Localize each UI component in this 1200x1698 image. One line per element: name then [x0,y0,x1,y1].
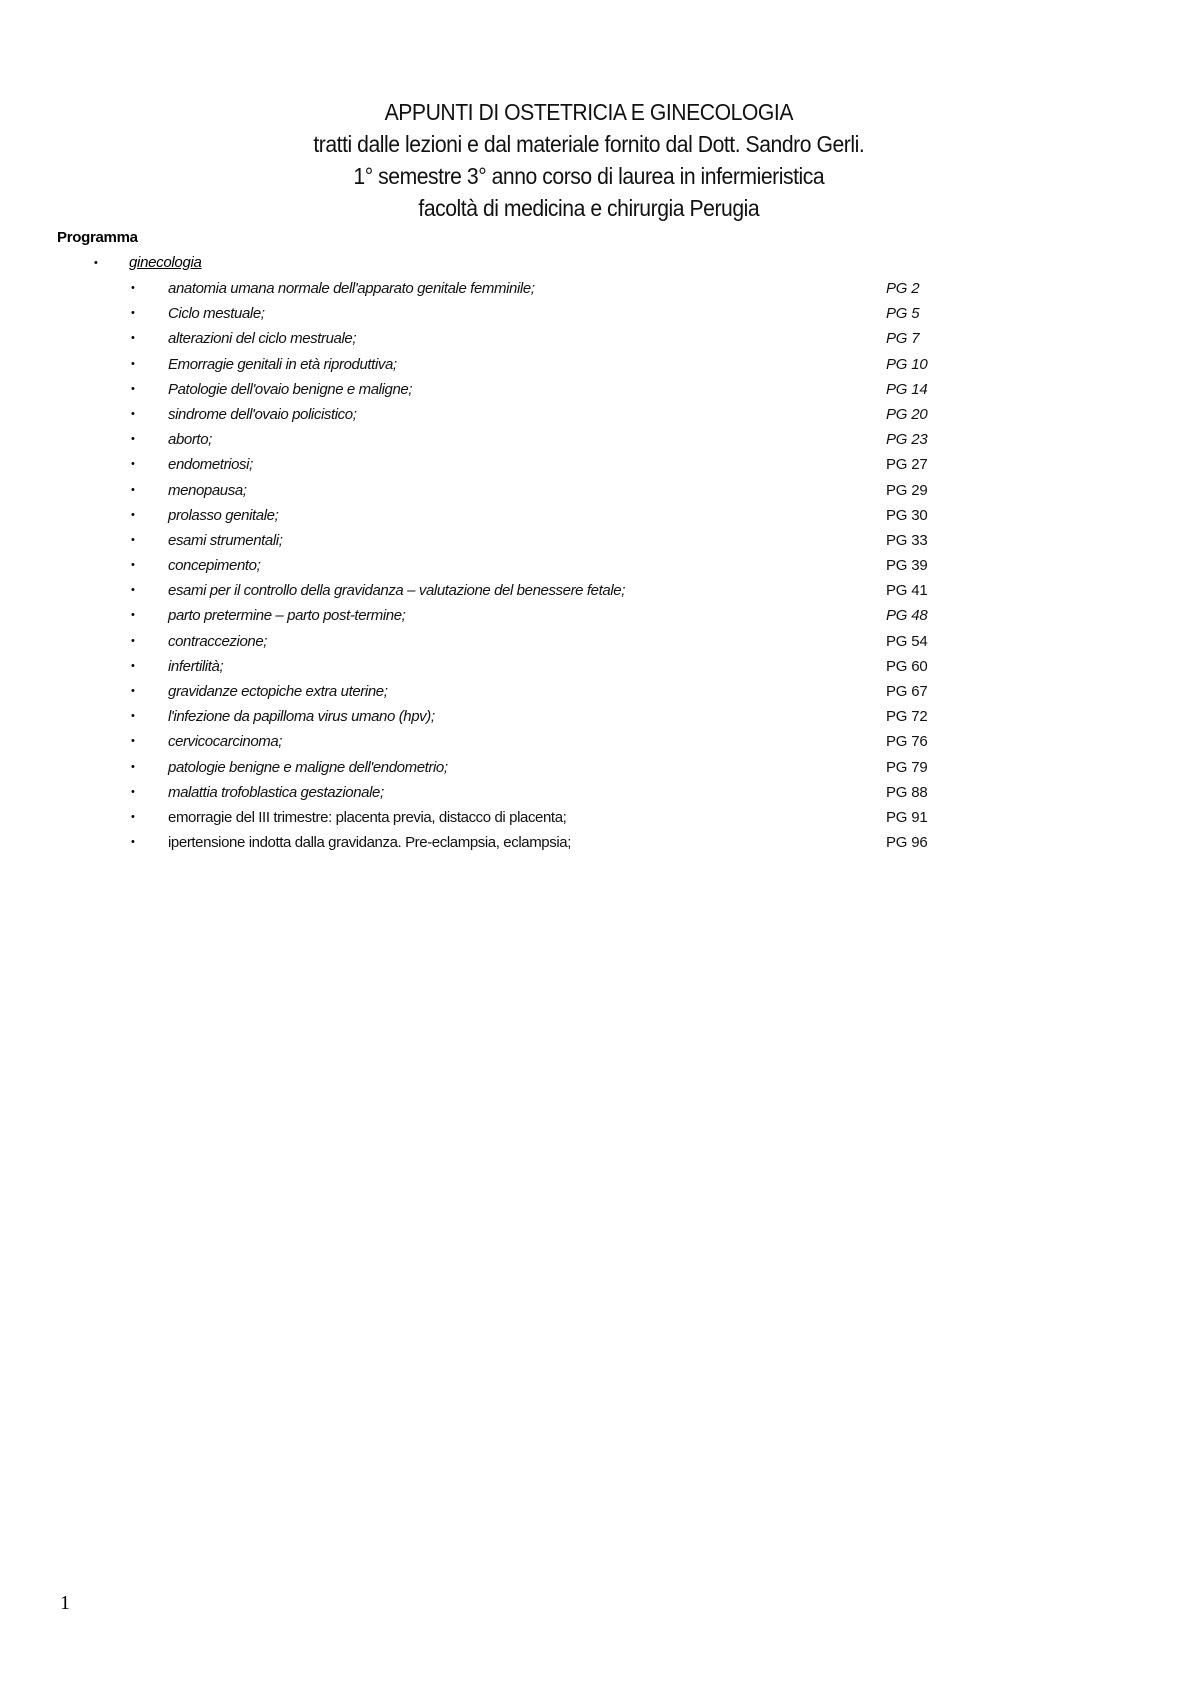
page-number: 1 [60,1592,70,1614]
toc-entry [0,629,1200,654]
bullet-icon: • [131,508,135,521]
bullet-icon: • [131,559,135,572]
toc-entry-page: PG 33 [886,531,928,549]
bullet-icon: • [94,257,98,269]
toc-entry-page: PG 76 [886,733,928,751]
bullet-icon: • [131,458,135,471]
toc-entry-page: PG 41 [886,582,928,600]
faculty-info: facoltà di medicina e chirurgia Perugia [418,195,760,221]
bullet-icon: • [131,282,135,294]
bullet-icon: • [131,407,135,420]
toc-entry-title: l'infezione da papilloma virus umano (hpv); [168,708,435,726]
section-heading-programma: Programma [57,229,138,246]
bullet-icon: • [131,836,135,849]
toc-entry-title: endometriosi; [168,456,253,474]
toc-entry-page: PG 27 [886,456,928,474]
bullet-icon: • [131,659,135,672]
bullet-icon: • [131,634,135,647]
toc-entry [0,553,1200,578]
document-header [0,96,1178,224]
toc-entry [0,603,1200,628]
table-of-contents [0,276,1200,855]
toc-entry-page: PG 67 [886,683,928,700]
toc-entry-page: PG 29 [886,481,928,499]
toc-entry [0,377,1200,402]
toc-entry [0,301,1200,326]
toc-entry-title: Ciclo mestuale; [168,305,265,323]
bullet-icon: • [131,433,135,446]
toc-entry [0,805,1200,830]
toc-entry-page: PG 48 [886,607,928,625]
bullet-icon: • [131,685,135,697]
toc-entry-page: PG 7 [886,330,920,348]
bullet-icon: • [131,307,135,320]
toc-entry-page: PG 39 [886,557,928,575]
toc-entry [0,729,1200,754]
bullet-icon: • [131,533,135,546]
toc-entry-title: patologie benigne e maligne dell'endometrio; [168,758,448,776]
toc-entry [0,528,1200,553]
toc-entry-page: PG 54 [886,632,928,650]
bullet-icon: • [131,609,135,622]
toc-entry-title: Emorragie genitali in età riproduttiva; [168,355,397,373]
toc-entry-page: PG 79 [886,758,928,776]
document-title: APPUNTI DI OSTETRICIA E GINECOLOGIA [384,99,793,125]
bullet-icon: • [131,735,135,748]
toc-entry-page: PG 20 [886,405,928,423]
toc-entry [0,276,1200,301]
toc-entry [0,755,1200,780]
toc-entry-title: anatomia umana normale dell'apparato genitale femminile; [168,280,535,297]
toc-entry-page: PG 23 [886,431,928,449]
toc-entry-page: PG 96 [886,834,928,852]
toc-entry-title: esami strumentali; [168,531,283,549]
toc-entry-title: Patologie dell'ovaio benigne e maligne; [168,380,413,398]
bullet-icon: • [131,483,135,496]
toc-entry-page: PG 30 [886,506,928,524]
toc-entry-title: parto pretermine – parto post-termine; [168,607,406,625]
toc-entry-title: prolasso genitale; [168,506,279,524]
toc-entry-title: sindrome dell'ovaio policistico; [168,405,357,423]
bullet-icon: • [131,357,135,370]
bullet-icon: • [131,810,135,823]
toc-entry [0,503,1200,528]
toc-entry [0,402,1200,427]
toc-entry-title: contraccezione; [168,632,268,650]
toc-entry-page: PG 91 [886,808,928,826]
toc-entry [0,830,1200,855]
bullet-icon: • [131,785,135,798]
toc-entry [0,654,1200,679]
course-info: 1° semestre 3° anno corso di laurea in infermieristica [353,163,825,189]
toc-entry [0,704,1200,729]
toc-entry-page: PG 60 [886,657,928,675]
toc-entry-page: PG 5 [886,305,920,323]
toc-entry-title: ipertensione indotta dalla gravidanza. Pre-eclampsia, eclampsia; [168,834,571,852]
toc-entry [0,478,1200,503]
toc-entry [0,452,1200,477]
toc-entry-title: aborto; [168,431,212,449]
toc-entry-page: PG 72 [886,708,928,726]
bullet-icon: • [131,584,135,597]
toc-entry-title: gravidanze ectopiche extra uterine; [168,683,388,700]
toc-entry [0,326,1200,351]
toc-entry-page: PG 2 [886,280,920,297]
toc-entry-title: esami per il controllo della gravidanza – valutazione del benessere fetale; [168,582,625,600]
toc-entry [0,679,1200,704]
toc-entry-title: malattia trofoblastica gestazionale; [168,783,384,801]
document-subtitle: tratti dalle lezioni e dal materiale fornito dal Dott. Sandro Gerli. [313,131,865,157]
toc-entry [0,427,1200,452]
toc-entry [0,780,1200,805]
toc-entry [0,578,1200,603]
toc-entry-title: infertilità; [168,657,224,675]
bullet-icon: • [131,760,135,773]
bullet-icon: • [131,710,135,723]
toc-entry-title: menopausa; [168,481,247,499]
toc-entry-page: PG 14 [886,380,928,398]
toc-entry-title: emorragie del III trimestre: placenta previa, distacco di placenta; [168,808,567,826]
toc-entry-title: alterazioni del ciclo mestruale; [168,330,357,348]
toc-entry-page: PG 10 [886,355,928,373]
toc-entry-page: PG 88 [886,783,928,801]
toc-entry-title: concepimento; [168,557,261,575]
toc-entry [0,352,1200,377]
category-label: ginecologia [129,254,202,271]
toc-entry-title: cervicocarcinoma; [168,733,283,751]
bullet-icon: • [131,382,135,395]
bullet-icon: • [131,332,135,345]
